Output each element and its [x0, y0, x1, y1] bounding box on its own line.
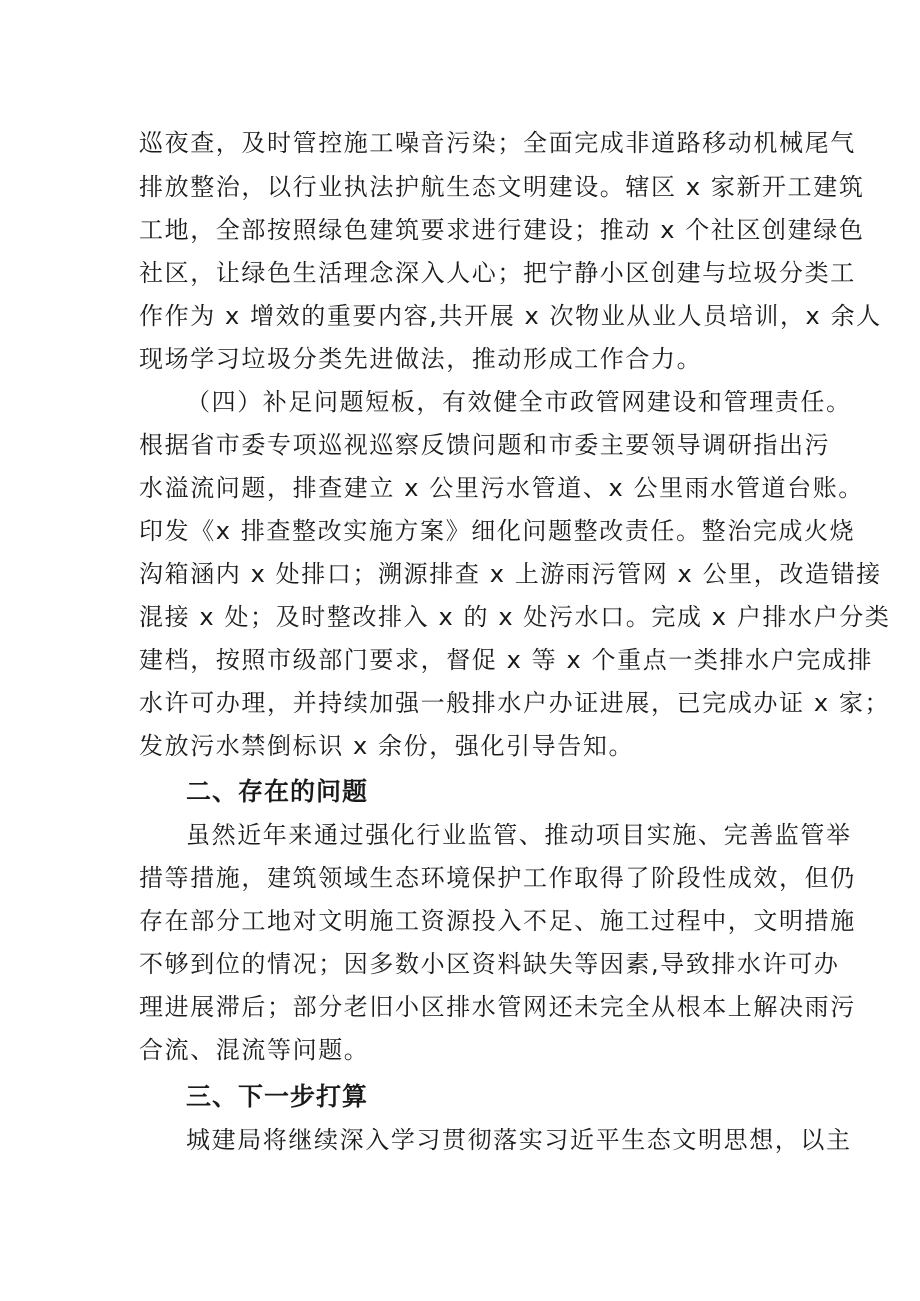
text-line: 理进展滞后；部分老旧小区排水管网还未完全从根本上解决雨污 — [139, 993, 856, 1021]
section-heading: 二、存在的问题 — [186, 777, 369, 806]
text-line: 措等措施，建筑领域生态环境保护工作取得了阶段性成效，但仍 — [139, 864, 856, 892]
text-line: 现场学习垃圾分类先进做法，推动形成工作合力。 — [139, 345, 703, 373]
text-line: 水许可办理，并持续加强一般排水户办证进展，已完成办证 x 家； — [139, 689, 891, 717]
section-heading: 三、下一步打算 — [186, 1082, 369, 1111]
text-line: 印发《x 排查整改实施方案》细化问题整改责任。整治完成火烧 — [139, 517, 856, 545]
text-line: 社区，让绿色生活理念深入人心；把宁静小区创建与垃圾分类工 — [139, 259, 856, 287]
text-line: 存在部分工地对文明施工资源投入不足、施工过程中，文明措施 — [139, 907, 856, 935]
text-line: 工地，全部按照绿色建筑要求进行建设；推动 x 个社区创建绿色 — [139, 216, 865, 244]
text-line: 沟箱涵内 x 处排口；溯源排查 x 上游雨污管网 x 公里，改造错接 — [139, 560, 882, 588]
text-line: 不够到位的情况；因多数小区资料缺失等因素,导致排水许可办 — [139, 950, 840, 978]
text-line: 排放整治，以行业执法护航生态文明建设。辖区 x 家新开工建筑 — [139, 173, 865, 201]
text-line: 合流、混流等问题。 — [139, 1036, 370, 1064]
text-line: 巡夜查，及时管控施工噪音污染；全面完成非道路移动机械尾气 — [139, 129, 856, 157]
text-line: 混接 x 处；及时整改排入 x 的 x 处污水口。完成 x 户排水户分类 — [139, 603, 891, 631]
text-line: 根据省市委专项巡视巡察反馈问题和市委主要领导调研指出污 — [139, 431, 831, 459]
text-line: 作作为 x 增效的重要内容,共开展 x 次物业从业人员培训，x 余人 — [139, 302, 882, 330]
text-line: 建档，按照市级部门要求，督促 x 等 x 个重点一类排水户完成排 — [139, 646, 874, 674]
text-line: 水溢流问题，排查建立 x 公里污水管道、x 公里雨水管道台账。 — [139, 474, 864, 502]
text-line: 虽然近年来通过强化行业监管、推动项目实施、完善监管举 — [186, 821, 852, 849]
text-line: （四）补足问题短板，有效健全市政管网建设和管理责任。 — [186, 388, 852, 416]
text-line: 城建局将继续深入学习贯彻落实习近平生态文明思想，以主 — [186, 1126, 852, 1154]
text-line: 发放污水禁倒标识 x 余份，强化引导告知。 — [139, 732, 635, 760]
